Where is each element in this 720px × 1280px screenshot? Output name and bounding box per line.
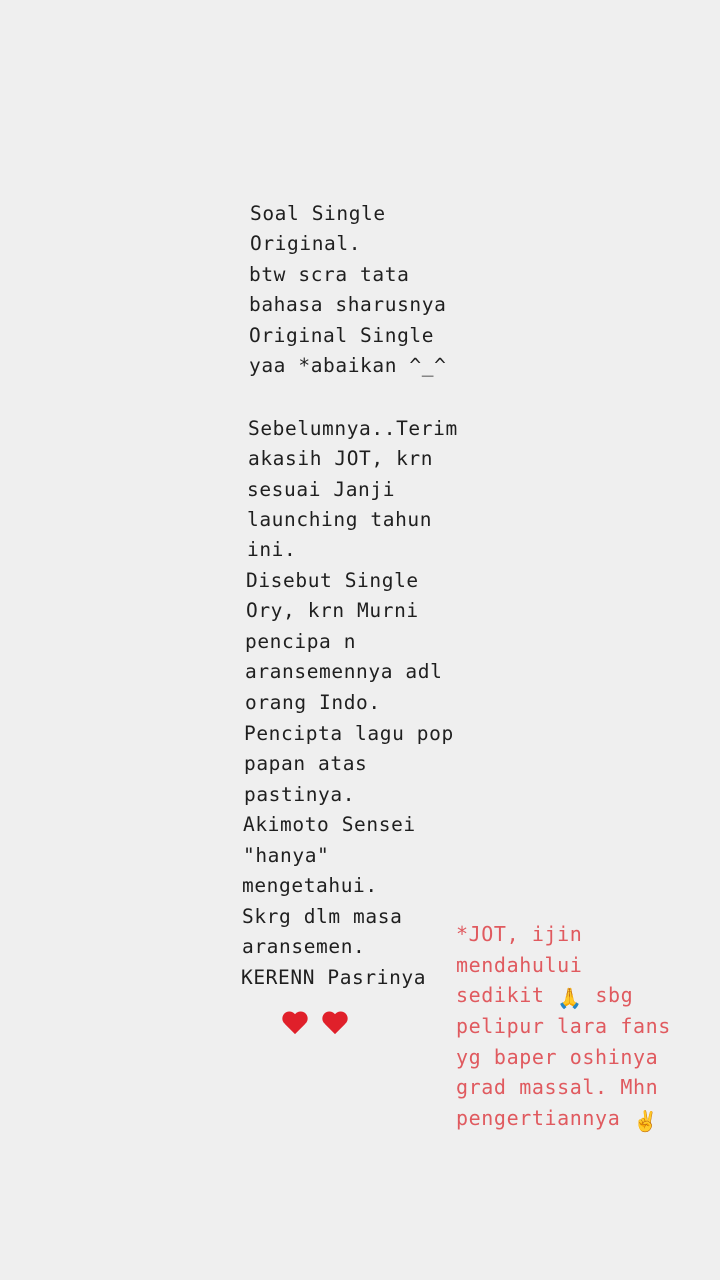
main-text-line: aransemennya adl (245, 660, 443, 683)
main-text-line: launching tahun (247, 508, 433, 531)
main-text-line: Soal Single (250, 202, 386, 225)
main-text-line: Original Single (249, 324, 435, 347)
main-text-line: aransemen. (242, 935, 366, 958)
main-text-line: ini. (247, 538, 297, 561)
main-text-line: mengetahui. (242, 874, 378, 897)
main-text-line: Ory, krn Murni (246, 599, 419, 622)
note-text-line: yg baper oshinya (456, 1045, 659, 1069)
main-text-line: pencipa n (245, 630, 357, 653)
main-text-line: Sebelumnya..Terim (248, 417, 458, 440)
main-text-line: orang Indo. (245, 691, 381, 714)
red-heart-icon (322, 1012, 348, 1036)
note-text-line (456, 985, 633, 1008)
note-word: sbg (595, 983, 634, 1007)
main-text-line: Skrg dlm masa (242, 905, 403, 928)
main-text-line: yaa *abaikan ^_^ (249, 354, 447, 377)
main-text-line: sesuai Janji (247, 478, 396, 501)
main-text-line: akasih JOT, krn (248, 447, 434, 470)
note-text-line: pelipur lara fans (456, 1014, 671, 1038)
pray-hands-icon: 🙏 (557, 986, 583, 1010)
main-text-line: Original. (250, 232, 362, 255)
note-text-line: *JOT, ijin (456, 922, 583, 946)
note-text-line: grad massal. Mhn (456, 1075, 659, 1099)
main-text-line: Disebut Single (246, 569, 419, 592)
red-heart-icon (282, 1012, 308, 1036)
main-text-line: Pencipta lagu pop (244, 722, 454, 745)
hearts-row (241, 996, 362, 1052)
main-text-line: Akimoto Sensei (243, 813, 416, 836)
note-word: pengertiannya (456, 1106, 621, 1130)
main-text-line: bahasa sharusnya (249, 293, 447, 316)
note-word: sedikit (456, 983, 545, 1007)
note-text-line (456, 1108, 659, 1131)
main-text-line: btw scra tata (249, 263, 410, 286)
main-text-line: papan atas (244, 752, 368, 775)
main-text-line: pastinya. (244, 783, 356, 806)
main-text-line: "hanya" (243, 844, 330, 867)
note-text-line: mendahului (456, 953, 583, 977)
victory-hand-icon: ✌️ (633, 1109, 659, 1133)
main-text-line: KERENN Pasrinya (241, 966, 427, 989)
